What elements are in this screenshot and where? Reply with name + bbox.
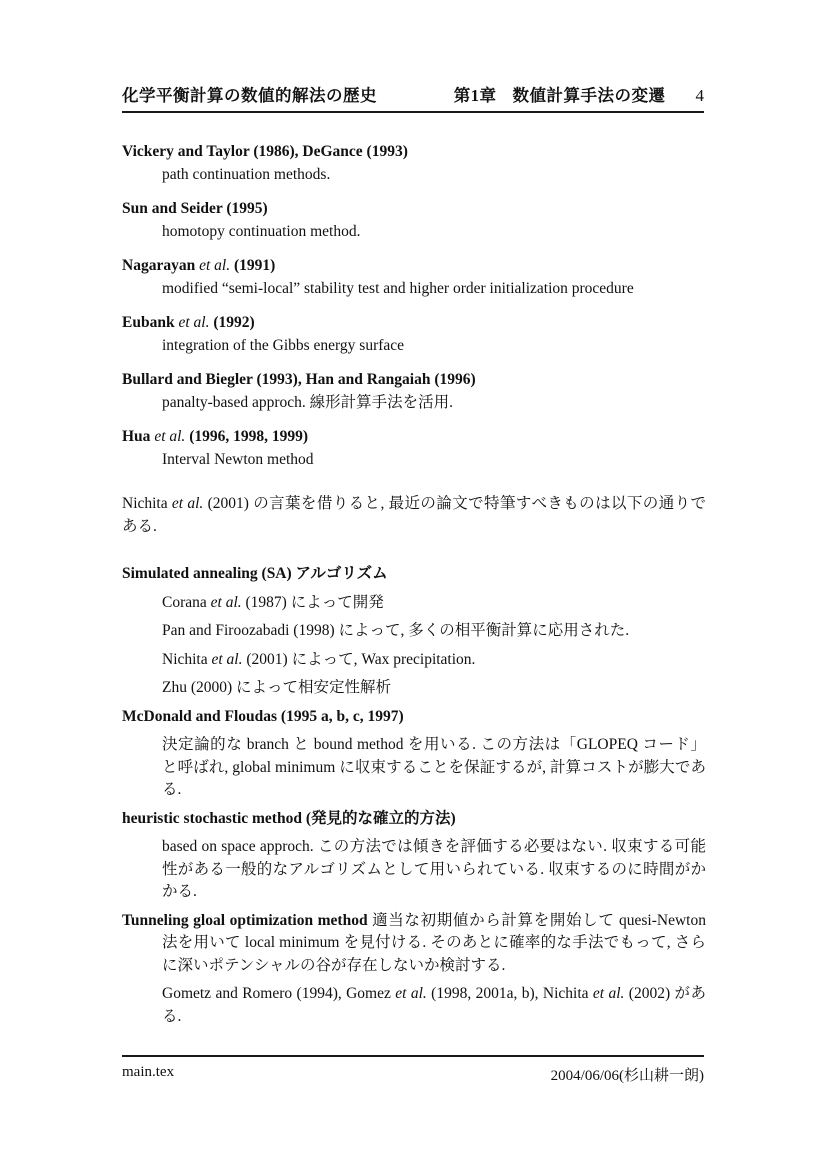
text: based on space approch. この方法では傾きを評価する必要はない. 収束する可能性がある一般的なアルゴリズムとして用いられている. 収束するのに時間がかかる. <box>162 838 706 900</box>
text: homotopy continuation method. <box>162 222 361 240</box>
page-number: 4 <box>695 86 704 105</box>
entry-description <box>122 449 706 472</box>
reference-entry <box>122 563 706 700</box>
text: 適当な初期値から計算を開始して quesi-Newton 法を用いて local minimum を見付ける. そのあとに確率的な手法でもって, さらに深いポテンシャルの谷が存在しないか検討する. <box>162 911 706 974</box>
text: (2001) によって, Wax precipitation. <box>242 650 476 668</box>
text: path continuation methods. <box>162 165 331 183</box>
document-body <box>122 141 706 1034</box>
entry-description <box>122 983 706 1028</box>
entry-description <box>122 221 706 244</box>
bold-text: Bullard and Biegler (1993), Han and Rangaiah (1996) <box>122 371 476 388</box>
entry-description <box>122 278 706 301</box>
text: integration of the Gibbs energy surface <box>162 336 405 354</box>
italic-text: et al. <box>210 593 242 611</box>
footer-filename: main.tex <box>122 1064 175 1080</box>
italic-text: et al. <box>178 314 210 331</box>
chapter-label: 第1章 <box>453 86 497 105</box>
bold-text: (1992) <box>209 314 255 331</box>
italic-text: et al. <box>199 257 231 274</box>
entry-heading <box>122 255 706 278</box>
reference-entry <box>122 426 706 471</box>
body-paragraph <box>122 493 706 538</box>
bold-text: (1996, 1998, 1999) <box>185 428 309 445</box>
entry-heading <box>122 426 706 449</box>
text: modified “semi-local” stability test and higher order initialization procedure <box>162 279 634 297</box>
italic-text: et al. <box>211 650 243 668</box>
text: Interval Newton method <box>162 450 314 468</box>
text: 決定論的な branch と bound method を用いる. この方法は「GLOPEQ コード」と呼ばれ, global minimum に収束することを保証するが, 計算コストが膨大である. <box>162 736 706 798</box>
entry-description <box>122 677 706 700</box>
text: Nichita <box>122 495 172 512</box>
entry-description <box>122 164 706 187</box>
italic-text: et al. <box>171 495 204 512</box>
reference-entry <box>122 369 706 414</box>
entry-description <box>122 592 706 615</box>
header-chapter <box>454 82 666 106</box>
entry-heading <box>122 563 706 586</box>
text: Nichita <box>162 650 212 668</box>
text: (1998, 2001a, b), Nichita <box>426 985 593 1002</box>
text: (2002) がある. <box>162 985 707 1025</box>
entry-heading <box>122 312 706 335</box>
text: Gometz and Romero (1994), Gomez <box>162 985 396 1002</box>
page-header <box>122 82 704 113</box>
entry-description <box>122 335 706 358</box>
italic-text: et al. <box>592 985 625 1002</box>
reference-entry <box>122 312 706 357</box>
bold-text: heuristic stochastic method (発見的な確立的方法) <box>122 809 456 827</box>
text: panalty-based approch. 線形計算手法を活用. <box>162 393 453 411</box>
chapter-title: 数値計算手法の変遷 <box>512 86 666 105</box>
entry-heading <box>122 198 706 221</box>
reference-entry <box>122 198 706 243</box>
entry-description <box>122 734 706 802</box>
bold-text: McDonald and Floudas (1995 a, b, c, 1997) <box>122 707 404 725</box>
italic-text: et al. <box>154 428 186 445</box>
entry-heading <box>122 910 706 978</box>
page-footer <box>122 1055 704 1085</box>
bold-text: Hua <box>122 428 155 445</box>
bold-text: Eubank <box>122 314 179 331</box>
reference-entry <box>122 141 706 186</box>
entry-description <box>122 836 706 904</box>
bold-text: Simulated annealing (SA) アルゴリズム <box>122 565 388 582</box>
footer-date-author: 2004/06/06(杉山耕一朗) <box>550 1068 704 1084</box>
entry-description <box>122 392 706 415</box>
entry-heading <box>122 141 706 164</box>
bold-text: Tunneling gloal optimization method <box>122 911 368 929</box>
entry-description <box>122 649 706 672</box>
entry-heading <box>122 808 706 831</box>
reference-entry <box>122 808 706 904</box>
bold-text: Sun and Seider (1995) <box>122 200 268 217</box>
bold-text: Nagarayan <box>122 257 200 274</box>
text: (2001) の言葉を借りると, 最近の論文で特筆すべきものは以下の通りである. <box>122 495 707 535</box>
bold-text: Vickery and Taylor (1986), DeGance (1993) <box>122 143 408 160</box>
bold-text: (1991) <box>230 257 276 274</box>
reference-entry <box>122 910 706 1029</box>
text: Pan and Firoozabadi (1998) によって, 多くの相平衡計算に応用された. <box>162 622 630 639</box>
entry-heading <box>122 369 706 392</box>
text: (1987) によって開発 <box>241 593 384 611</box>
entry-heading <box>122 706 706 729</box>
reference-entry <box>122 255 706 300</box>
reference-entry <box>122 706 706 802</box>
text: Zhu (2000) によって相安定性解析 <box>162 679 392 696</box>
italic-text: et al. <box>395 985 427 1002</box>
header-left-title: 化学平衡計算の数値的解法の歴史 <box>122 86 377 105</box>
entry-description <box>122 620 706 643</box>
text: Corana <box>162 593 211 611</box>
